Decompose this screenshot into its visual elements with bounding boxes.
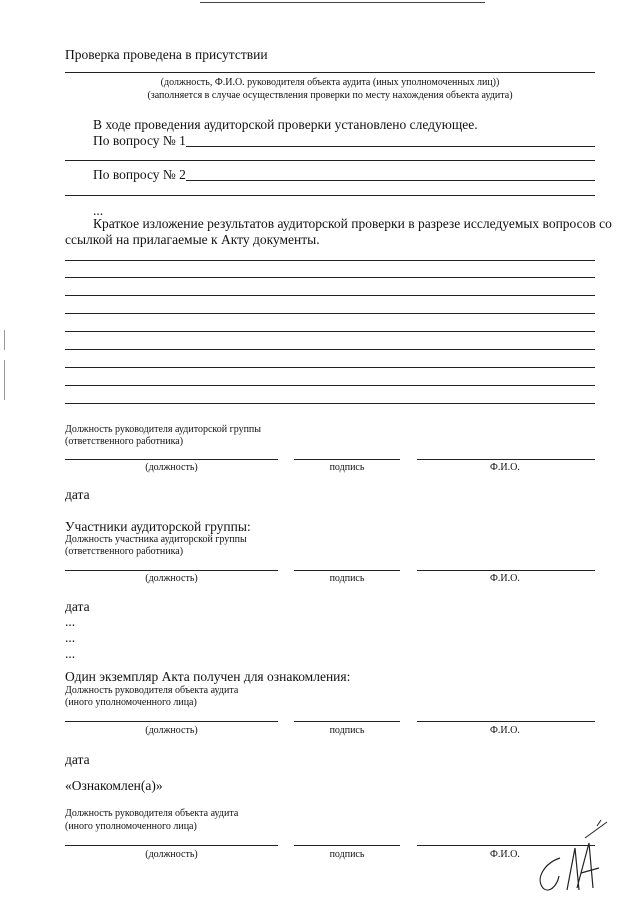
- object-head-label-2: (иного уполномоченного лица): [65, 697, 197, 708]
- presence-caption-2: (заполняется в случае осуществления проверки по месту нахождения объекта аудита): [147, 90, 513, 101]
- full-name-caption: Ф.И.О.: [490, 462, 520, 473]
- ellipsis: ...: [65, 646, 76, 661]
- signature-caption: подпись: [329, 849, 365, 860]
- ellipsis: ...: [93, 203, 104, 218]
- scan-left-mark: [4, 360, 5, 400]
- ellipsis: ...: [65, 630, 76, 645]
- signature-line: [417, 459, 595, 460]
- full-name-caption: Ф.И.О.: [490, 725, 520, 736]
- ellipsis: ...: [65, 614, 76, 629]
- underline: [65, 160, 595, 161]
- blank-line: [65, 295, 595, 296]
- participant-label-1: Должность участника аудиторской группы: [65, 534, 247, 545]
- blank-line: [65, 277, 595, 278]
- head-group-label-2: (ответственного работника): [65, 436, 184, 447]
- object-head-label-1: Должность руководителя объекта аудита: [65, 685, 239, 696]
- blank-line: [65, 367, 595, 368]
- acknowledged-label: «Ознакомлен(а)»: [65, 778, 163, 793]
- received-title: Один экземпляр Акта получен для ознакомления:: [65, 669, 351, 684]
- signature-line: [294, 845, 400, 846]
- signature-caption: подпись: [329, 573, 365, 584]
- signature-caption: подпись: [329, 725, 365, 736]
- blank-line: [65, 313, 595, 314]
- date-label: дата: [65, 487, 90, 502]
- position-caption: (должность): [145, 573, 198, 584]
- summary-line-1: Краткое изложение результатов аудиторской проверки в разрезе исследуемых вопросов со: [93, 216, 612, 231]
- full-name-caption: Ф.И.О.: [490, 573, 520, 584]
- head-group-label-1: Должность руководителя аудиторской группы: [65, 424, 261, 435]
- presence-line: Проверка проведена в присутствии: [65, 47, 268, 62]
- blank-line: [65, 331, 595, 332]
- date-label: дата: [65, 599, 90, 614]
- summary-line-2: ссылкой на прилагаемые к Акту документы.: [65, 232, 320, 247]
- signature-line: [65, 570, 278, 571]
- question-1-label: По вопросу № 1: [93, 133, 186, 148]
- full-name-caption: Ф.И.О.: [490, 849, 520, 860]
- signature-line: [65, 459, 278, 460]
- underline: [186, 180, 595, 181]
- participant-label-2: (ответственного работника): [65, 546, 184, 557]
- underline: [65, 195, 595, 196]
- position-caption: (должность): [145, 462, 198, 473]
- signature-line: [417, 570, 595, 571]
- blank-line: [65, 385, 595, 386]
- signature-line: [294, 721, 400, 722]
- blank-line: [65, 349, 595, 350]
- signature-line: [294, 459, 400, 460]
- question-2-label: По вопросу № 2: [93, 167, 186, 182]
- participants-title: Участники аудиторской группы:: [65, 519, 251, 534]
- blank-line: [65, 403, 595, 404]
- blank-line: [65, 260, 595, 261]
- underline: [65, 72, 595, 73]
- presence-caption-1: (должность, Ф.И.О. руководителя объекта аудита (иных уполномоченных лиц)): [160, 77, 500, 88]
- underline: [186, 146, 595, 147]
- signature-caption: подпись: [329, 462, 365, 473]
- signature-line: [294, 570, 400, 571]
- object-head2-label-1: Должность руководителя объекта аудита: [65, 808, 239, 819]
- position-caption: (должность): [145, 725, 198, 736]
- position-caption: (должность): [145, 849, 198, 860]
- findings-intro: В ходе проведения аудиторской проверки установлено следующее.: [93, 117, 478, 132]
- scan-left-mark: [4, 330, 5, 350]
- signature-line: [65, 845, 278, 846]
- object-head2-label-2: (иного уполномоченного лица): [65, 821, 197, 832]
- signature-line: [417, 721, 595, 722]
- date-label: дата: [65, 752, 90, 767]
- signature-line: [65, 721, 278, 722]
- scan-top-edge: [200, 2, 485, 3]
- handwritten-signature: [515, 818, 615, 898]
